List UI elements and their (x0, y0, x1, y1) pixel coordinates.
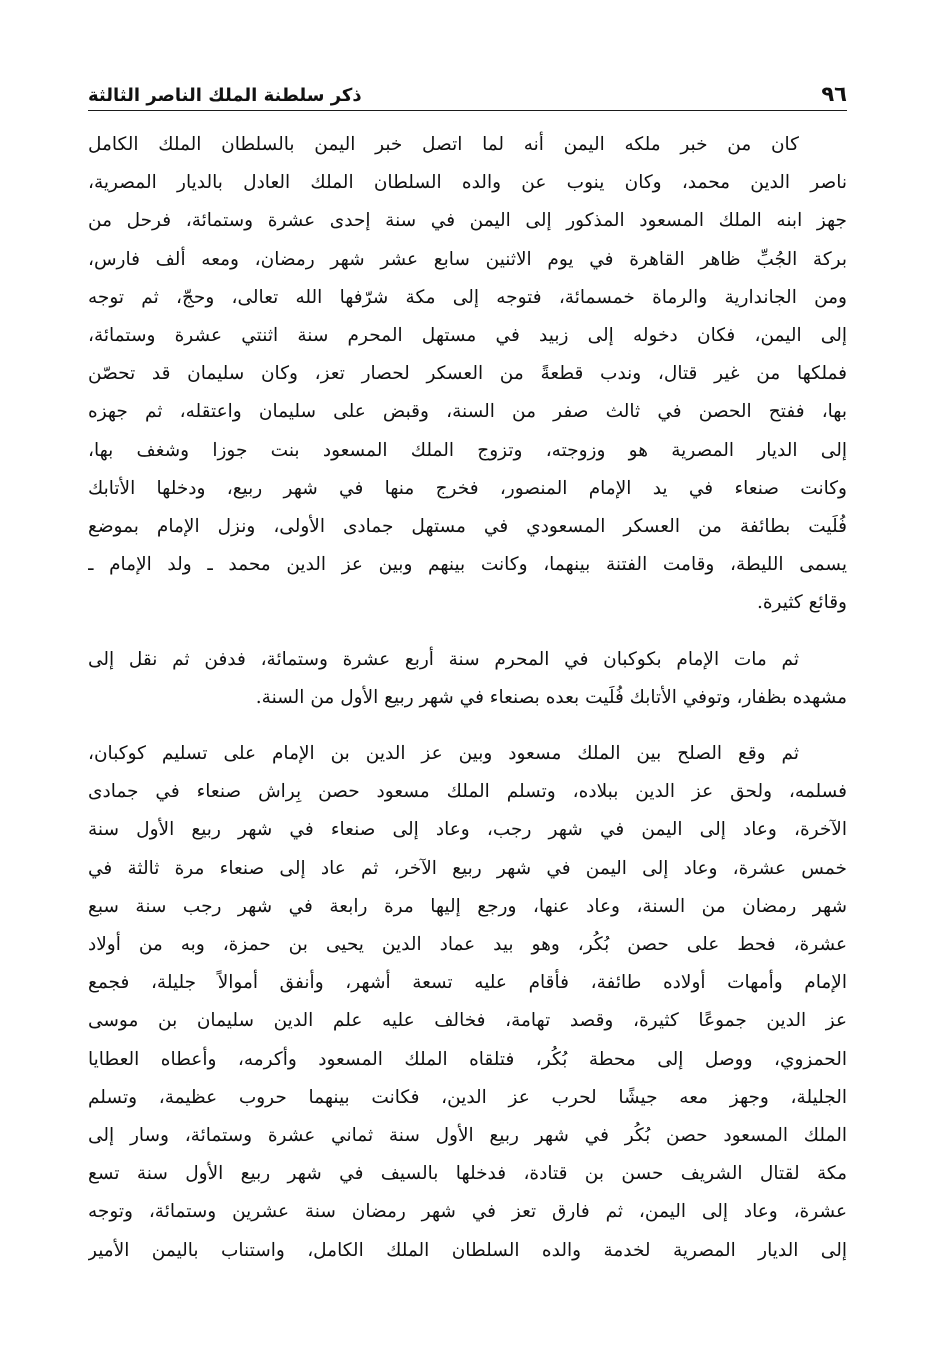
running-title: ذكر سلطنة الملك الناصر الثالثة (88, 85, 362, 106)
text-line: إلى اليمن، فكان دخوله إلى زبيد في مستهل المحرم سنة اثنتي عشرة وستمائة، (88, 325, 847, 347)
paragraph-3 (88, 735, 847, 1270)
text-line: خمس عشرة، وعاد إلى اليمن في شهر ربيع الآخر، ثم عاد إلى صنعاء مرة ثالثة في (88, 857, 847, 879)
text-line: ثم مات الإمام بكوكبان في المحرم سنة أربع عشرة وستمائة، فدفن ثم نقل إلى (88, 648, 799, 670)
text-line: فملكها من غير قتال، وندب قطعةً من العسكر لحصار تعز، وكان سليمان قد تحصّن (88, 363, 847, 385)
text-line: مكة لقتال الشريف حسن بن قتادة، فدخلها بالسيف في شهر ربيع الأول سنة تسع (88, 1163, 847, 1185)
text-line: بركة الجُبِّ ظاهر القاهرة في يوم الاثنين سابع عشر شهر رمضان، ومعه ألف فارس، (88, 248, 847, 270)
page-header (88, 70, 847, 111)
text-line: ناصر الدين محمد، وكان ينوب عن والده السلطان الملك العادل بالديار المصرية، (88, 172, 847, 194)
text-line: الجليلة، وجهز معه جيشًا لحرب عز الدين، فكانت بينهما حروب عظيمة، وتسلم (88, 1086, 847, 1108)
text-line: الحمزوي، ووصل إلى محطة بُكُر، فتلقاه الملك المسعود وأكرمه، وأعطاه العطايا (88, 1048, 847, 1070)
text-line: مشهده بظفار، وتوفي الأتابك فُلَيت بعده بصنعاء في شهر ربيع الأول من السنة. (255, 686, 847, 708)
text-line: الآخرة، وعاد إلى اليمن في شهر رجب، وعاد إلى صنعاء في شهر ربيع الأول سنة (88, 819, 847, 841)
page-number: ٩٦ (821, 82, 847, 106)
text-line: وقائع كثيرة. (756, 592, 847, 614)
text-line: ثم وقع الصلح بين الملك مسعود وبين عز الدين بن الإمام على تسليم كوكبان، (88, 743, 799, 765)
text-line: شهر رمضان من السنة، وعاد عنها، ورجع إليها مرة رابعة في شهر رجب سنة سبع (88, 895, 847, 917)
paragraph-2 (88, 641, 847, 717)
text-line: عشرة، فحط على حصن بُكُر، وهو بيد عماد الدين يحيى بن حمزة، وبه من أولاد (88, 934, 847, 956)
paragraph-1 (88, 126, 847, 623)
text-line: كان من خبر ملكه اليمن أنه لما اتصل خبر اليمن بالسلطان الملك الكامل (88, 134, 799, 155)
text-line: الملك المسعود حصن بُكُر في شهر ربيع الأول سنة ثماني عشرة وستمائة، وسار إلى (88, 1125, 847, 1147)
text-line: بها، ففتح الحصن في ثالث صفر من السنة، وقبض على سليمان واعتقله، ثم جهزه (88, 401, 847, 423)
text-line: وكانت صنعاء في يد الإمام المنصور، فخرج منها في شهر ربيع، ودخلها الأتابك (88, 477, 847, 499)
text-line: فُلَيت بطائفة من العسكر المسعودي في مستهل جمادى الأولى، ونزل الإمام بموضع (88, 516, 847, 538)
text-line: إلى الديار المصرية لخدمة والده السلطان الملك الكامل، واستناب باليمن الأمير (88, 1239, 847, 1261)
body-text (88, 126, 847, 1288)
text-line: عز الدين جموعًا كثيرة، وقصد تهامة، فخالف عليه علم الدين سليمان بن موسى (88, 1010, 847, 1032)
text-line: الإمام وأمهات أولاده طائفة، فأقام عليه تسعة أشهر، وأنفق أموالاً جليلة، فجمع (88, 972, 847, 994)
text-line: جهز ابنه الملك المسعود المذكور إلى اليمن في سنة إحدى عشرة وستمائة، فرحل من (88, 210, 847, 232)
text-line: فسلمه، ولحق عز الدين ببلاده، وتسلم الملك مسعود حصن بِراش صنعاء في جمادى (88, 781, 847, 803)
text-line: عشرة، وعاد إلى اليمن، ثم فارق تعز في شهر رمضان سنة عشرين وستمائة، وتوجه (88, 1201, 847, 1223)
text-line: يسمى الليطة، وقامت الفتنة بينهما، وكانت بينهم وبين عز الدين محمد ـ ولد الإمام ـ (88, 554, 847, 576)
text-line: ومن الجاندارية والرماة خمسمائة، فتوجه إلى مكة شرّفها الله تعالى، وحجّ، ثم توجه (88, 286, 847, 308)
text-line: إلى الديار المصرية هو وزوجته، وتزوج الملك المسعود بنت جوزا وشغف بها، (88, 439, 847, 461)
